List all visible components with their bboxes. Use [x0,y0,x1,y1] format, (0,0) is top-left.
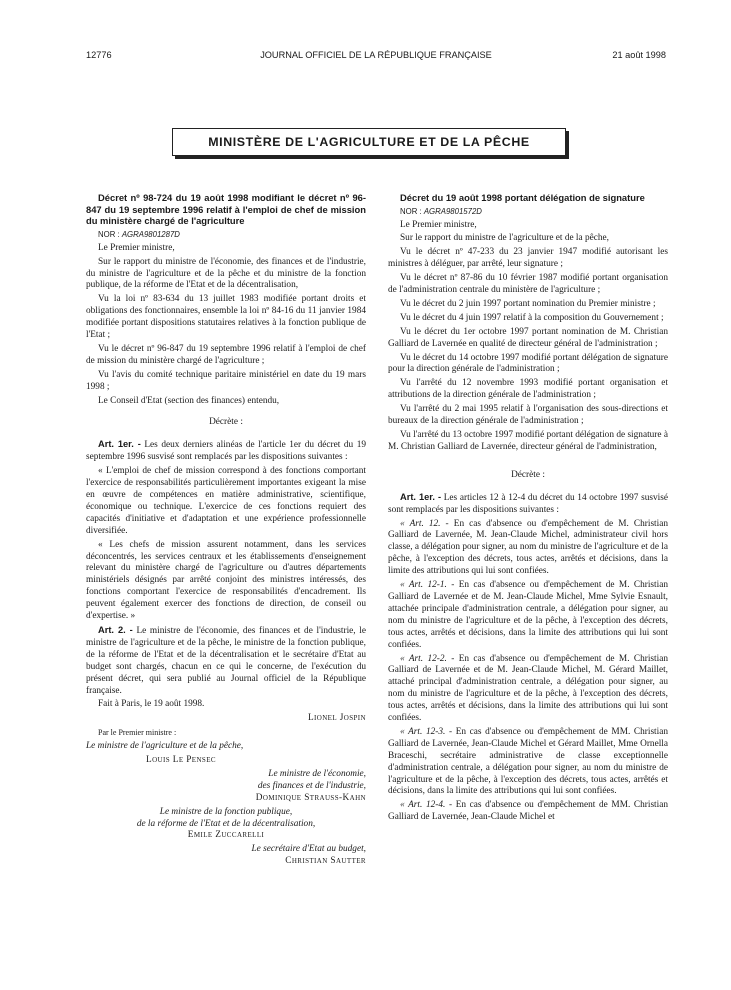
decrete-heading: Décrète : [209,417,243,428]
paragraph: Sur le rapport du ministre de l'économie, des finances et de l'industrie, du ministre de l'agriculture et de la pêche et du ministre de la fonction publique, de la réforme de l'Etat et de la décentralisation, [86,256,366,291]
paragraph: Sur le rapport du ministre de l'agriculture et de la pêche, [400,233,609,244]
paragraph: Vu le décret du 1er octobre 1997 portant nomination de M. Christian Galliard de Lavernée en qualité de directeur général de l'administration ; [388,326,668,349]
paragraph: Le Premier ministre, [400,219,477,230]
fait-line: Fait à Paris, le 19 août 1998. [98,699,205,710]
paragraph: Vu le décret du 4 juin 1997 relatif à la composition du Gouvernement ; [400,312,664,323]
paragraph: Vu l'arrêté du 13 octobre 1997 modifié portant délégation de signature à M. Christian Galliard de Lavernée, directeur général de l'administration, [388,430,668,452]
paragraph: Vu le décret nº 96-847 du 19 septembre 1996 relatif à l'emploi de chef de mission du ministère chargé de l'agriculture ; [86,343,366,366]
journal-name: JOURNAL OFFICIEL DE LA RÉPUBLIQUE FRANÇAISE [260,50,492,60]
article-12-2: « Art. 12-2. - En cas d'absence ou d'empêchement de M. Christian Galliard de Lavernée et de M. Jean-Claude Michel, M. Gérard Maillet, attaché principal d'administration centrale, a délégation pour signer, au nom du ministre de l'agriculture et de la pêche, à l'exception des décrets, tous actes, arrêtés et décisions, dans la limite des attributions qui lui sont confiées. [388,653,668,724]
article-2: Art. 2. - Le ministre de l'économie, des finances et de l'industrie, le ministre de l'agriculture et de la pêche, le ministre de la fonction publique, de la réforme de l'Etat et de la décentralisation et le secrétaire d'Etat au budget sont chargés, chacun en ce qui le concerne, de l'exécution du présent décret, qui sera publié au Journal officiel de la République française. [86,624,367,696]
ministry-title: MINISTÈRE DE L'AGRICULTURE ET DE LA PÊCHE [208,135,530,149]
paragraph: Le Premier ministre, [98,242,175,253]
decree-title: Décret du 19 août 1998 portant délégation de signature [400,192,645,203]
paragraph: Vu la loi nº 83-634 du 13 juillet 1983 modifiée portant droits et obligations des fonctionnaires, ensemble la loi nº 84-16 du 11 janvier 1984 modifiée portant dispositions statutaires relatives à la fonction publique de l'Etat ; [86,294,366,341]
page-header [86,50,666,64]
paragraph: Vu le décret nº 47-233 du 23 janvier 1947 modifié autorisant les ministres à déléguer, par arrêté, leur signature ; [388,247,668,270]
minister-name: Christian Sautter [285,856,366,867]
paragraph: Le Conseil d'Etat (section des finances) entendu, [98,395,280,406]
paragraph: Vu le décret nº 87-86 du 10 février 1987 modifié portant organisation de l'administration centrale du ministère de l'agriculture ; [388,273,668,296]
minister-role: Le ministre de l'agriculture et de la pêche, [86,741,244,752]
article-1: Art. 1er. - Les articles 12 à 12-4 du décret du 14 octobre 1997 susvisé sont remplacés par les dispositions suivantes : [388,491,669,515]
signature-pm: Lionel Jospin [307,713,366,724]
paragraph: Vu l'arrêté du 2 mai 1995 relatif à l'organisation des sous-directions et bureaux de la direction générale de l'administration ; [388,404,668,427]
article-12: « Art. 12. - En cas d'absence ou d'empêchement de M. Christian Galliard de Lavernée, M. Jean-Claude Michel, administrateur civil hors classe, a délégation pour signer, au nom du ministre de l'agriculture et de la pêche, à l'exception des décrets, tous actes, arrêtés et décisions, dans la limite des attributions qui lui sont confiées. [388,518,669,577]
publication-date: 21 août 1998 [612,50,666,60]
right-column [388,192,668,826]
minister-role: Le secrétaire d'Etat au budget, [251,844,366,855]
minister-name: Dominique Strauss-Kahn [255,792,366,803]
minister-role: des finances et de l'industrie, [257,780,366,791]
paragraph: Vu le décret du 2 juin 1997 portant nomination du Premier ministre ; [400,298,656,309]
article-12-4: « Art. 12-4. - En cas d'absence ou d'empêchement de MM. Christian Galliard de Lavernée, Jean-Claude Michel et [388,800,668,823]
quote-paragraph: « L'emploi de chef de mission correspond à des fonctions comportant l'exercice de responsabilités particulièrement importantes exigeant la mise en œuvre de compétences en matière administrative, scientifique, économique ou technique. L'exercice de ces fonctions requiert des capacités d'initiative et d'adaptation et une expérience professionnelle diversifiée. [86,466,366,536]
page-number: 12776 [86,50,112,60]
left-column [86,192,366,870]
nor-reference: NOR : AGRA9801287D [98,229,180,239]
paragraph: Vu l'arrêté du 12 novembre 1993 modifié portant organisation et attributions de la direction générale de l'administration ; [388,378,668,401]
article-12-3: « Art. 12-3. - En cas d'absence ou d'empêchement de MM. Christian Galliard de Lavernée, Jean-Claude Michel et Gérard Maillet, Mme Ornella Braceschi, secrétaire administrative de classe exceptionnelle d'administration centrale, a délégation pour signer, au nom du ministre de l'agriculture et de la pêche, à l'exception des décrets, tous actes, arrêtés et décisions, dans la limite des attributions qui lui sont confiées. [388,726,668,797]
minister-role: Le ministre de la fonction publique, [159,806,293,817]
ministry-title-box [172,128,566,156]
decree-title: Décret nº 98-724 du 19 août 1998 modifiant le décret nº 96-847 du 19 septembre 1996 relatif à l'emploi de chef de mission du ministère chargé de l'agriculture [86,192,366,227]
quote-paragraph: « Les chefs de mission assurent notamment, dans les services déconcentrés, les services centraux et les établissements d'enseignement relevant du ministère chargé de l'agriculture ou d'autres départements ministériels désignés par arrêté conjoint des ministres intéressés, des fonctions comportant l'exercice de responsabilités d'encadrement. Ils peuvent également exercer des fonctions de direction, de conseil ou d'expertise. » [86,539,366,622]
nor-reference: NOR : AGRA9801572D [400,206,482,216]
minister-role: Le ministre de l'économie, [268,768,366,779]
paragraph: Vu l'avis du comité technique paritaire ministériel en date du 19 mars 1998 ; [86,369,366,392]
par-line: Par le Premier ministre : [98,728,177,738]
article-12-1: « Art. 12-1. - En cas d'absence ou d'empêchement de M. Christian Galliard de Lavernée et de M. Jean-Claude Michel, Mme Sylvie Esnault, attachée principale d'administration centrale, a délégation pour signer, au nom du ministre de l'agriculture et de la pêche, à l'exception des décrets, tous actes, arrêtés et décisions, dans la limite des attributions qui lui sont confiées. [388,580,668,650]
paragraph: Vu le décret du 14 octobre 1997 modifié portant délégation de signature pour la direction générale de l'administration ; [388,352,668,375]
article-1: Art. 1er. - Les deux derniers alinéas de l'article 1er du décret du 19 septembre 1996 susvisé sont remplacés par les dispositions suivantes : [86,439,367,463]
minister-name: Louis Le Pensec [146,755,216,766]
minister-role: de la réforme de l'Etat et de la décentralisation, [136,818,316,829]
minister-name: Emile Zuccarelli [187,830,265,841]
decrete-heading: Décrète : [511,469,545,480]
